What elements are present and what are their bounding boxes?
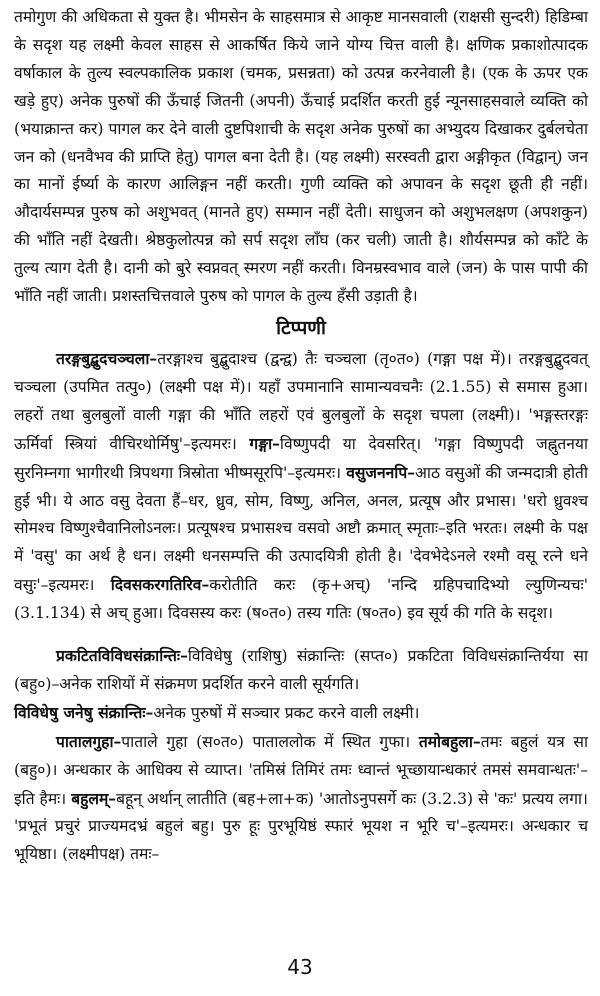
- note-term: तरङ्गबुद्बुदचञ्चला–: [56, 348, 158, 368]
- note-text: करोतीति करः (कृ+अच्) 'नन्दि ग्रहिपचादिभ्यो ल्युणिन्यचः' (3.1.134) से अच् हुआ। दिवसस्य करः (ष०त०) तस्य गतिः (ष०त०) इव सूर्य की गति के सदृश।: [14, 576, 588, 623]
- note-text: विष्णुपदी या देवसरित्। 'गङ्गा विष्णुपदी जह्नुतनया सुरनिम्नगा भागीरथी त्रिपथगा त्रिस्रोता भीष्मसूरपि'–इत्यमरः।: [14, 434, 588, 482]
- note-paragraph-1: [14, 345, 588, 628]
- note-term: गङ्गा–: [249, 433, 280, 453]
- note-paragraph-2: [14, 642, 588, 699]
- note-term: पातालगुहा–: [56, 731, 122, 751]
- paragraph-gap: [14, 628, 588, 642]
- note-paragraph-3: [14, 728, 588, 870]
- note-text: बहून् अर्थान् लातीति (बह+ला+क) 'आतोऽनुपसर्गे कः (3.2.3) से 'कः' प्रत्यय लगा। 'प्रभूतं प्रचुरं प्राज्यमदभ्रं बहुलं बहु। पुरु हूः पुरभूयिष्ठं स्फारं भूयश न भूरि च'–इत्यमरः। अन्धकार च भूयिष्ठा। (लक्ष्मीपक्ष) तमः–: [14, 789, 588, 864]
- note-text: तरङ्गाश्च बुद्बुदाश्च (द्वन्द्व) तैः चञ्चला (तृ०त०) (गङ्गा पक्ष में)। तरङ्गबुद्बुदवत् चञ्चला (उपमित तत्पु०) (लक्ष्मी पक्ष में)। यहाँ उपमानानि सामान्यवचनैः (2.1.55) से समास हुआ। लहरों तथा बुलबुलों वाली गङ्गा की भाँति लहरों एवं बुलबुलों के सदृश चपला (लक्ष्मी)। 'भङ्गस्तरङ्गः ऊर्मिर्वा स्त्रियां वीचिरथोर्मिषु'–इत्यमरः।: [14, 349, 588, 453]
- note-term: दिवसकरगतिरिव–: [110, 575, 210, 595]
- section-heading: टिप्पणी: [276, 316, 326, 339]
- note-text: अनेक पुरुषों में सञ्चार प्रकट करने वाली लक्ष्मी।: [153, 703, 420, 722]
- note-text: पाताले गुहा (स०त०) पाताललोक में स्थित गुफा।: [121, 732, 411, 751]
- note-term: विविधेषु जनेषु संक्रान्तिः–: [14, 702, 154, 722]
- note-text: तमः बहुलं यत्र सा (बहु०)। अन्धकार के आधिक्य से व्याप्त। 'तमिस्रं तिमिरं तमः ध्वान्तं भूच्छायान्धकारं तमसं समवान्धतः'–इति हैमः।: [14, 732, 588, 808]
- page-body: [14, 4, 588, 869]
- paragraph-translation: तमोगुण की अधिकता से युक्त है। भीमसेन के साहसमात्र से आकृष्ट मानसवाली (राक्षसी सुन्दरी) हिडिम्बा के सदृश यह लक्ष्मी केवल साहस से आकर्षित किये जाने योग्य चित्त वाली है। क्षणिक प्रकाशोत्पादक वर्षाकाल के तुल्य स्वल्पकालिक प्रकाश (चमक, प्रसन्नता) को उत्पन्न करनेवाली है। (एक के ऊपर एक खड़े हुए) अनेक पुरुषों की ऊँचाई जितनी (अपनी) ऊँचाई प्रदर्शित करती हुई न्यूनसाहसवाले व्यक्ति को (भयाक्रान्त कर) पागल कर देने वाली दुष्टपिशाची के सदृश अनेक पुरुषों का अभ्युदय दिखाकर दुर्बलचेता जन को (धनवैभव की प्राप्ति हेतु) पागल बना देती है। (यह लक्ष्मी) सरस्वती द्वारा अङ्गीकृत (विद्वान्) जन का मानों ईर्ष्या के कारण आलिङ्गन नहीं करती। गुणी व्यक्ति को अपावन के सदृश छूती ही नहीं। औदार्यसम्पन्न पुरुष को अशुभवत् (मानते हुए) सम्मान नहीं देती। साधुजन को अशुभलक्षण (अपशकुन) की भाँति नहीं देखती। श्रेष्ठकुलोत्पन्न को सर्प सदृश लाँघ (कर चली) जाती है। शौर्यसम्पन्न को काँटे के तुल्य त्याग देती है। दानी को बुरे स्वप्नवत् स्मरण नहीं करती। विनम्रस्वभाव वाले (जन) के पास पापी की भाँति नहीं जाती। प्रशस्तचित्तवाले पुरुष को पागल के तुल्य हँसी उड़ाती है।: [14, 8, 588, 306]
- note-term: वसुजननपि–: [346, 462, 416, 482]
- note-paragraph-2b: [14, 699, 588, 728]
- note-text: विविधेषु (राशिषु) संक्रान्तिः (सप्त०) प्रकटिता विविधसंक्रान्तिर्यया सा (बहु०)–अनेक राशियों में संक्रमण प्रदर्शित करने वाली सूर्यगति।: [14, 647, 588, 693]
- note-term: प्रकटितविविधसंक्रान्तिः–: [56, 646, 188, 666]
- note-text: आठ वसुओं की जन्मदात्री होती हुई भी। ये आठ वसु देवता हैं–धर, ध्रुव, सोम, विष्णु, अनिल, अनल, प्रत्यूष और प्रभास। 'धरो ध्रुवश्च सोमश्च विष्णुश्चैवानिलोऽनलः। प्रत्यूषश्च प्रभासश्च वसवो अष्टौ क्रमात् स्मृताः–इति भरतः। लक्ष्मी के पक्ष में 'वसु' का अर्थ है धन। लक्ष्मी धनसम्पत्ति की उत्पादयित्री होती है। 'देवभेदेऽनले रश्मौ वसू रत्ने धने वसुः'–इत्यमरः।: [14, 463, 588, 595]
- note-term: तमोबहुला–: [418, 731, 481, 751]
- note-term: बहुलम्–: [71, 788, 117, 808]
- page-number: 43: [287, 955, 313, 979]
